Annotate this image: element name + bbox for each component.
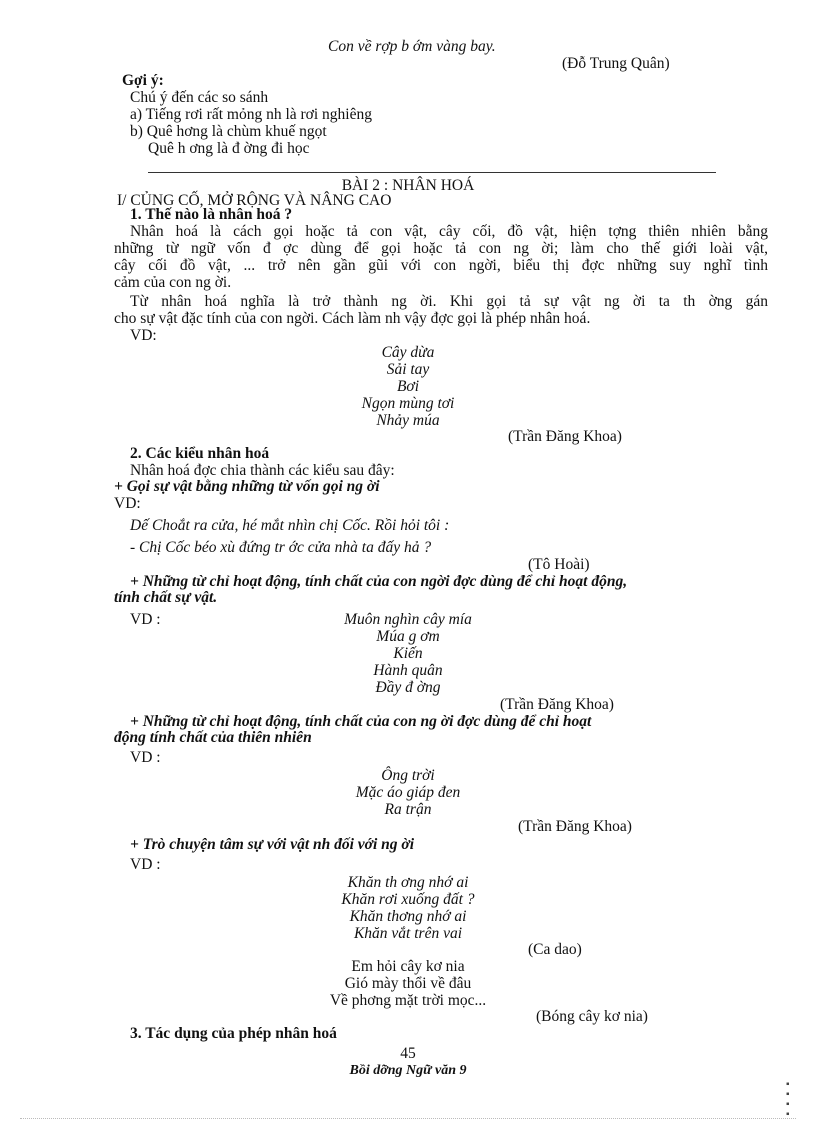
example-label: VD: [130, 327, 157, 344]
poem-author: (Đỗ Trung Quân) [562, 55, 670, 72]
poem-line: Bơi [396, 378, 420, 395]
hint-line: a) Tiếng rơi rất mỏng nh là rơi nghiêng [130, 106, 372, 123]
divider [148, 172, 716, 173]
poem-line: Kiến [393, 645, 423, 662]
example-line: - Chị Cốc béo xù đứng tr ớc cửa nhà ta đấy hả ? [130, 539, 432, 556]
poem-line: Khăn thơng nhớ ai [349, 908, 467, 925]
poem-author: (Trần Đăng Khoa) [500, 696, 614, 713]
subtype-heading: tính chất sự vật. [114, 589, 218, 606]
question-heading: 3. Tác dụng của phép nhân hoá [130, 1025, 337, 1042]
hint-line: Chú ý đến các so sánh [130, 89, 269, 106]
example-label: VD : [130, 749, 161, 766]
hint-title: Gợi ý: [122, 72, 164, 89]
poem-line: Đầy đ ờng [375, 679, 441, 696]
hint-line: b) Quê hơng là chùm khuế ngọt [130, 123, 327, 140]
paragraph-line: cây cối đồ vật, ... trở nên gần gũi với con ngời, biểu thị đợc những suy nghĩ tình [114, 257, 768, 274]
poem-author: (Bóng cây kơ nia) [536, 1008, 648, 1025]
poem-line: Khăn th ơng nhớ ai [347, 874, 469, 891]
poem-line: Sải tay [386, 361, 430, 378]
subtype-heading: + Gọi sự vật bằng những từ vốn gọi ng ời [114, 478, 380, 495]
poem-author: (Trần Đăng Khoa) [518, 818, 632, 835]
paragraph-line: Nhân hoá đợc chia thành các kiểu sau đây: [130, 462, 395, 479]
subtype-heading: + Những từ chỉ hoạt động, tính chất của con ngời đợc dùng để chỉ hoạt động, [130, 573, 628, 590]
page-corner-mark: ▪ ▪ ▪ ▪ [786, 1079, 790, 1120]
page-number: 45 [400, 1045, 416, 1062]
poem-author: (Trần Đăng Khoa) [508, 428, 622, 445]
poem-line: Khăn rơi xuống đất ? [341, 891, 475, 908]
poem-line: Em hỏi cây kơ nia [351, 958, 465, 975]
example-label: VD : [130, 611, 161, 628]
poem-line: Về phơng mặt trời mọc... [329, 992, 487, 1009]
page-bottom-border [20, 1118, 796, 1119]
subtype-heading: + Trò chuyện tâm sự với vật nh đối với ng ời [130, 836, 415, 853]
paragraph-line: cho sự vật đặc tính của con ngời. Cách làm nh vậy đợc gọi là phép nhân hoá. [114, 310, 591, 327]
paragraph-line: Từ nhân hoá nghĩa là trở thành ng ời. Khi gọi tả sự vật ng ời ta th ờng gán [130, 293, 768, 310]
example-label: VD : [130, 856, 161, 873]
hint-line: Quê h ơng là đ ờng đi học [148, 140, 310, 157]
poem-line: Ngọn mùng tơi [361, 395, 455, 412]
lesson-title: BÀI 2 : NHÂN HOÁ [341, 177, 475, 194]
poem-line: Ông trời [381, 767, 435, 784]
poem-author: (Tô Hoài) [528, 556, 590, 573]
poem-author: (Ca dao) [528, 941, 582, 958]
paragraph-line: cảm của con ng ời. [114, 274, 232, 291]
poem-line: Nhảy múa [376, 412, 440, 429]
subtype-heading: động tính chất của thiên nhiên [114, 729, 312, 746]
poem-line: Khăn vắt trên vai [353, 925, 463, 942]
poem-last-line: Con về rợp b ớm vàng bay. [328, 38, 496, 55]
poem-line: Gió mày thổi về đâu [344, 975, 472, 992]
example-label: VD: [114, 495, 141, 512]
poem-line: Mặc áo giáp đen [355, 784, 461, 801]
question-heading: 2. Các kiểu nhân hoá [130, 445, 270, 462]
poem-line: Hành quân [373, 662, 443, 679]
section-heading: I/ CỦNG CỐ, MỞ RỘNG VÀ NÂNG CAO [117, 192, 392, 209]
subtype-heading: + Những từ chỉ hoạt động, tính chất của con ng ời đợc dùng để chỉ hoạt [130, 713, 592, 730]
poem-line: Muôn nghìn cây mía [344, 611, 472, 628]
poem-line: Múa g ơm [376, 628, 440, 645]
poem-line: Ra trận [384, 801, 432, 818]
paragraph-line: những từ ngữ vốn đ ợc dùng để gọi hoặc tả con ng ời; làm cho thế giới loài vật, [114, 240, 768, 257]
poem-line: Cây dừa [381, 344, 435, 361]
book-title-footer: Bồi dỡng Ngữ văn 9 [349, 1063, 467, 1078]
question-heading: 1. Thế nào là nhân hoá ? [130, 206, 293, 223]
example-line: Dế Choắt ra cửa, hé mắt nhìn chị Cốc. Rồi hỏi tôi : [130, 517, 450, 534]
paragraph-line: Nhân hoá là cách gọi hoặc tả con vật, cây cối, đồ vật, hiện tợng thiên nhiên bằng [130, 223, 768, 240]
